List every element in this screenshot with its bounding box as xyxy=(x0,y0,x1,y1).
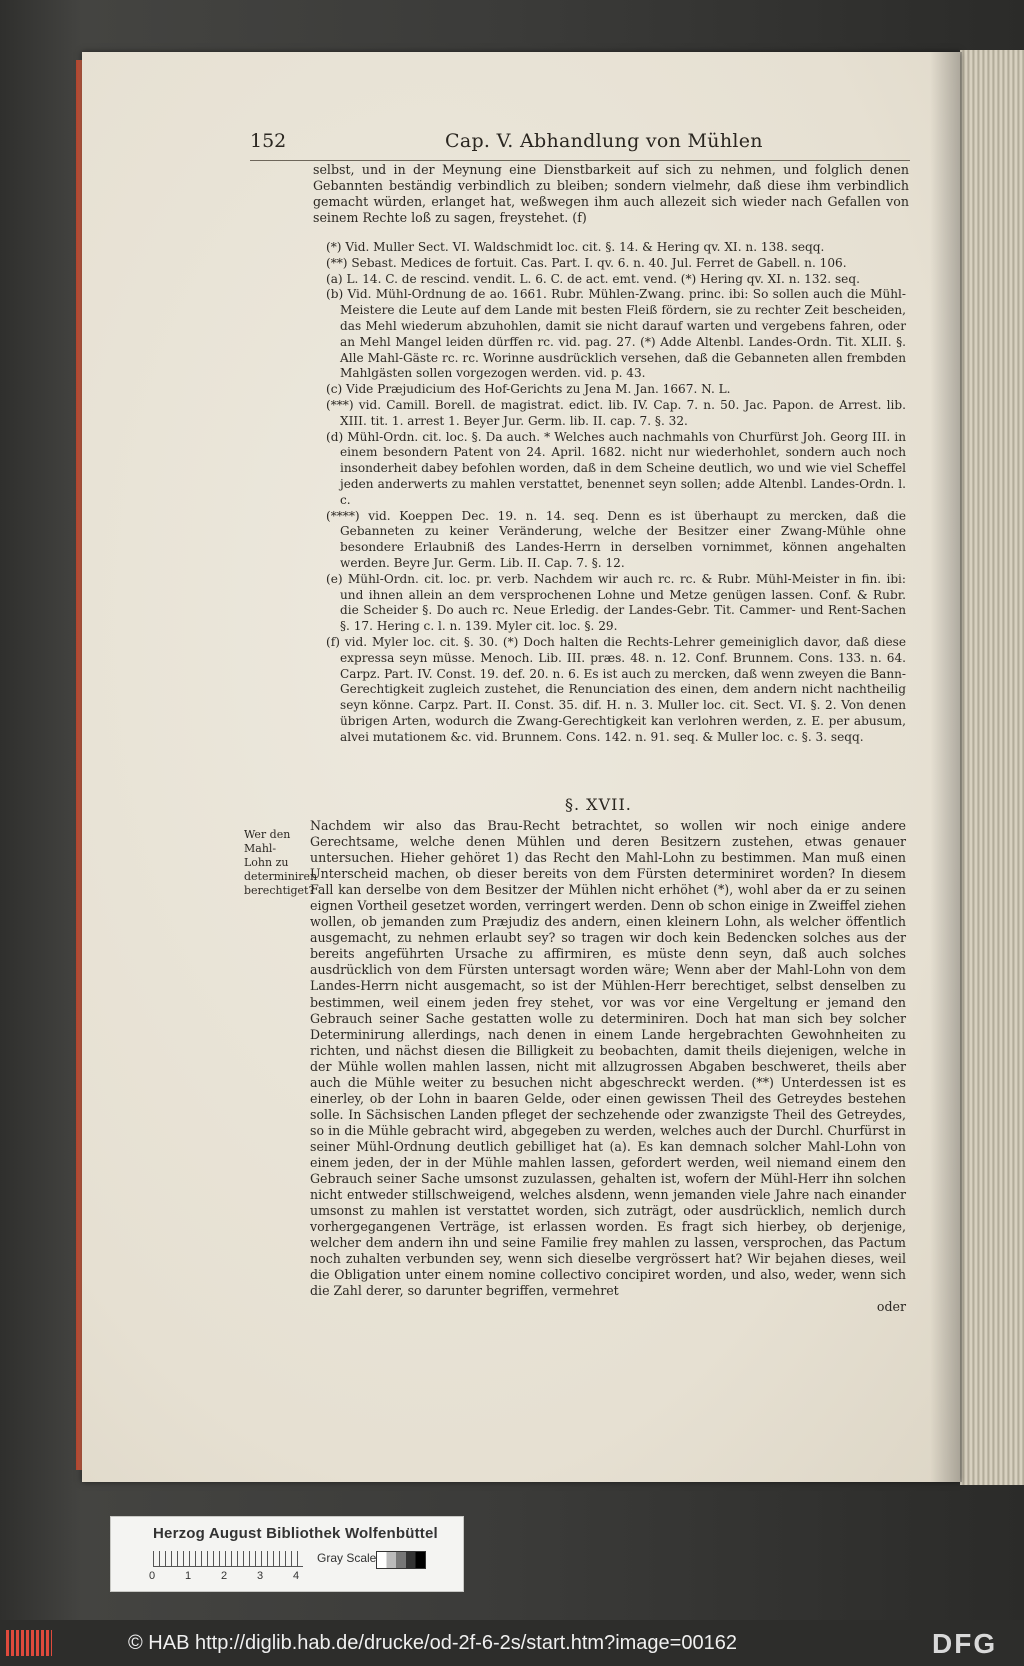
scale-ruler-base xyxy=(153,1566,303,1567)
catchword: oder xyxy=(876,1299,906,1315)
scale-tick-label: 0 xyxy=(149,1570,156,1582)
source-url[interactable]: © HAB http://diglib.hab.de/drucke/od-2f-6-2s/start.htm?image=00162 xyxy=(128,1632,737,1654)
section-title: §. XVII. xyxy=(565,795,632,814)
hab-logo-icon xyxy=(6,1630,52,1656)
footnote: (e) Mühl-Ordn. cit. loc. pr. verb. Nachdem wir auch rc. rc. & Rubr. Mühl-Meister in fin. ibi: und ihnen allein an dem versprochenen Lohne und Metze genügen lassen. Conf. & Rubr. die Scheider §. Do auch rc. Neue Erledig. der Landes-Gebr. Tit. Cammer- und Rent-Sachen §. 17. Hering c. l. n. 139. Myler cit. loc. §. 29. xyxy=(326,571,906,634)
scale-tick-label: 4 xyxy=(293,1570,300,1582)
footer-bar xyxy=(0,1620,1024,1666)
scale-tick-label: 2 xyxy=(221,1570,228,1582)
footnote: (f) vid. Myler loc. cit. §. 30. (*) Doch halten die Rechts-Lehrer gemeiniglich davor, daß diese expressa seyn müsse. Menoch. Lib. III. præs. 48. n. 12. Conf. Brunnem. Cons. 133. n. 64. Carpz. Part. IV. Const. 19. def. 20. n. 6. Es ist auch zu mercken, daß wenn zweyen die Bann-Gerechtigkeit zugleich zustehet, die Renunciation des einen, dem andern nicht nachtheilig seyn könne. Carpz. Part. II. Const. 35. dif. H. n. 3. Muller loc. cit. Sect. VI. §. 2. Von denen übrigen Arten, wodurch die Zwang-Gerechtigkeit kan verlohren werden, z. E. per abusum, alvei mutationem &c. vid. Brunnem. Cons. 142. n. 91. seq. & Muller loc. c. §. 3. seqq. xyxy=(326,634,906,744)
scale-tick-label: 3 xyxy=(257,1570,264,1582)
intro-paragraph xyxy=(313,162,909,226)
scale-tick-label: 1 xyxy=(185,1570,192,1582)
page-header xyxy=(250,130,930,160)
body-paragraph xyxy=(310,818,906,1315)
page-number: 152 xyxy=(250,130,287,152)
library-name: Herzog August Bibliothek Wolfenbüttel xyxy=(153,1525,438,1542)
margin-note: Wer den Mahl-Lohn zu determiniren berechtiget? xyxy=(244,828,318,897)
gray-scale-swatch xyxy=(376,1551,426,1569)
color-scale-card xyxy=(110,1516,464,1592)
header-rule xyxy=(250,160,910,161)
gutter-shadow xyxy=(930,52,962,1482)
dfg-logo: DFG xyxy=(932,1628,998,1659)
footnote: (***) vid. Camill. Borell. de magistrat. edict. lib. IV. Cap. 7. n. 50. Jac. Papon. de Arrest. lib. XIII. tit. 1. arrest 1. Beyer Jur. Germ. lib. II. cap. 7. §. 32. xyxy=(326,397,906,428)
body-text: Nachdem wir also das Brau-Recht betrachtet, so wollen wir noch einige andere Gerechtsame, welche denen Mühlen und deren Besitzern zustehen, etwas genauer untersuchen. Hieher gehöret 1) das Recht den Mahl-Lohn zu bestimmen. Man muß einen Unterscheid machen, ob dieser bereits von dem Fürsten determiniret worden? In diesem Fall kan derselbe von dem Besitzer der Mühlen nicht erhöhet (*), wohl aber da er zu seinen eignen Vortheil gesetzet worden, verringert werden. Denn ob schon einige in Zweiffel ziehen wollen, ob jemanden zum Præjudiz des andern, einen kleinern Lohn, als welcher öffentlich ausgemacht, zu nehmen erlaubt sey? so tragen wir doch kein Bedencken solches aus der bereits angeführten Ursache zu affirmiren, es müste denn seyn, daß auch solches ausdrücklich von dem Fürsten untersagt worden wäre; Wenn aber der Mahl-Lohn von dem Landes-Herrn nicht ausgemacht, so ist der Mühlen-Herr berechtiget, selbst denselben zu bestimmen, weil einem jeden frey stehet, vor was vor eine Vergeltung er jemand den Gebrauch seiner Sache gestatten wolle zu determiniren. Doch hat man sich bey solcher Determinirung allerdings, nach denen in einem Lande hergebrachten Gewohnheiten zu richten, und nächst diesen die Billigkeit zu beobachten, damit theils diejenigen, welche in der Mühle wollen mahlen lassen, nicht mit allzugrossen Abgaben beschweret, theils aber auch die Mühle weiter zu besuchen nicht abgeschreckt werden. (**) Unterdessen ist es einerley, ob der Lohn in baaren Gelde, oder einen gewissen Theil des Getreydes bestehen solle. In Sächsischen Landen pfleget der sechzehende oder zwanzigste Theil des Getreydes, so in die Mühle gebracht wird, abgegeben zu werden, welches auch der Durchl. Churfürst in seiner Mühl-Ordnung deutlich gebilliget hat (a). Es kan demnach solcher Mahl-Lohn von einem jeden, der in der Mühle mahlen lassen, gefordert werden, weil niemand einem den Gebrauch seiner Sache umsonst zuzulassen, gehalten ist, wofern der Mühl-Herr ihn solchen nicht entweder stillschweigend, welches alsdenn, wenn jemanden viele Jahre nach einander umsonst zu mahlen ist verstattet worden, sich zuträgt, oder ausdrücklich, nemlich durch vorhergegangenen Verträge, ist erlassen worden. Es fragt sich hierbey, ob derjenige, welcher dem andern ihn und seine Familie frey mahlen zu lassen, versprochen, das Pactum noch zuhalten verbunden sey, wenn sich dieselbe vergrössert hat? Wir bejahen dieses, weil die Obligation unter einem nomine collectivo concipiret worden, und also, weder, wenn sich die Zahl derer, so darunter begriffen, vermehret xyxy=(310,818,906,1299)
footnote: (a) L. 14. C. de rescind. vendit. L. 6. C. de act. emt. vend. (*) Hering qv. XI. n. 132. seq. xyxy=(326,271,860,286)
footnote: (b) Vid. Mühl-Ordnung de ao. 1661. Rubr. Mühlen-Zwang. princ. ibi: So sollen auch die Mühl-Meistere die Leute auf dem Lande mit besten Fleiß fördern, sie zu rechter Zeit bescheiden, das Mehl wiederum abzuhohlen, damit sie nicht darauf warten und vergebens fahren, oder an Mehl Mangel leiden dürffen rc. vid. pag. 27. (*) Adde Altenbl. Landes-Ordn. Tit. XLII. §. Alle Mahl-Gäste rc. rc. Worinne ausdrücklich versehen, daß die Gebanneten allen frembden Mahlgästen sollen vorgezogen werden. vid. p. 43. xyxy=(326,287,906,381)
chapter-title: Cap. V. Abhandlung von Mühlen xyxy=(445,130,763,152)
book-page-stack xyxy=(960,50,1024,1485)
footnote: (**) Sebast. Medices de fortuit. Cas. Part. I. qv. 6. n. 40. Jul. Ferret de Gabell. n. 106. xyxy=(326,255,847,270)
footnote: (d) Mühl-Ordn. cit. loc. §. Da auch. * Welches auch nachmahls von Churfürst Joh. Georg III. in einem besondern Patent von 24. April. 1682. nicht nur wiederhohlet, sondern auch noch insonderheit dabey befohlen worden, daß in dem Scheine deutlich, wo und wie viel Scheffel jeden anderwerts zu mahlen verstattet, benennet seyn sollen; adde Altenbl. Landes-Ordn. l. c. xyxy=(326,429,906,507)
scale-ruler xyxy=(153,1551,303,1567)
footnote: (****) vid. Koeppen Dec. 19. n. 14. seq. Denn es ist überhaupt zu mercken, daß die Gebanneten zu keiner Veränderung, welche der Besitzer einer Zwang-Mühle ohne besondere Erlaubniß des Landes-Herrn in derselben vornimmet, können angehalten werden. Beyre Jur. Germ. Lib. II. Cap. 7. §. 12. xyxy=(326,508,906,570)
footnotes xyxy=(326,240,906,746)
intro-text: selbst, und in der Meynung eine Dienstbarkeit auf sich zu nehmen, und folglich denen Gebannten beständig verbindlich zu bleiben; sondern vielmehr, daß diese ihm verbindlich gemacht würden, erlanget hat, weßwegen ihm auch allezeit sich wieder nach Gefallen von seinem Rechte loß zu sagen, freystehet. (f) xyxy=(313,162,909,225)
footnote: (c) Vide Præjudicium des Hof-Gerichts zu Jena M. Jan. 1667. N. L. xyxy=(326,382,731,397)
gray-scale-label: Gray Scale xyxy=(317,1551,377,1565)
footnote: (*) Vid. Muller Sect. VI. Waldschmidt loc. cit. §. 14. & Hering qv. XI. n. 138. seqq. xyxy=(326,240,825,254)
